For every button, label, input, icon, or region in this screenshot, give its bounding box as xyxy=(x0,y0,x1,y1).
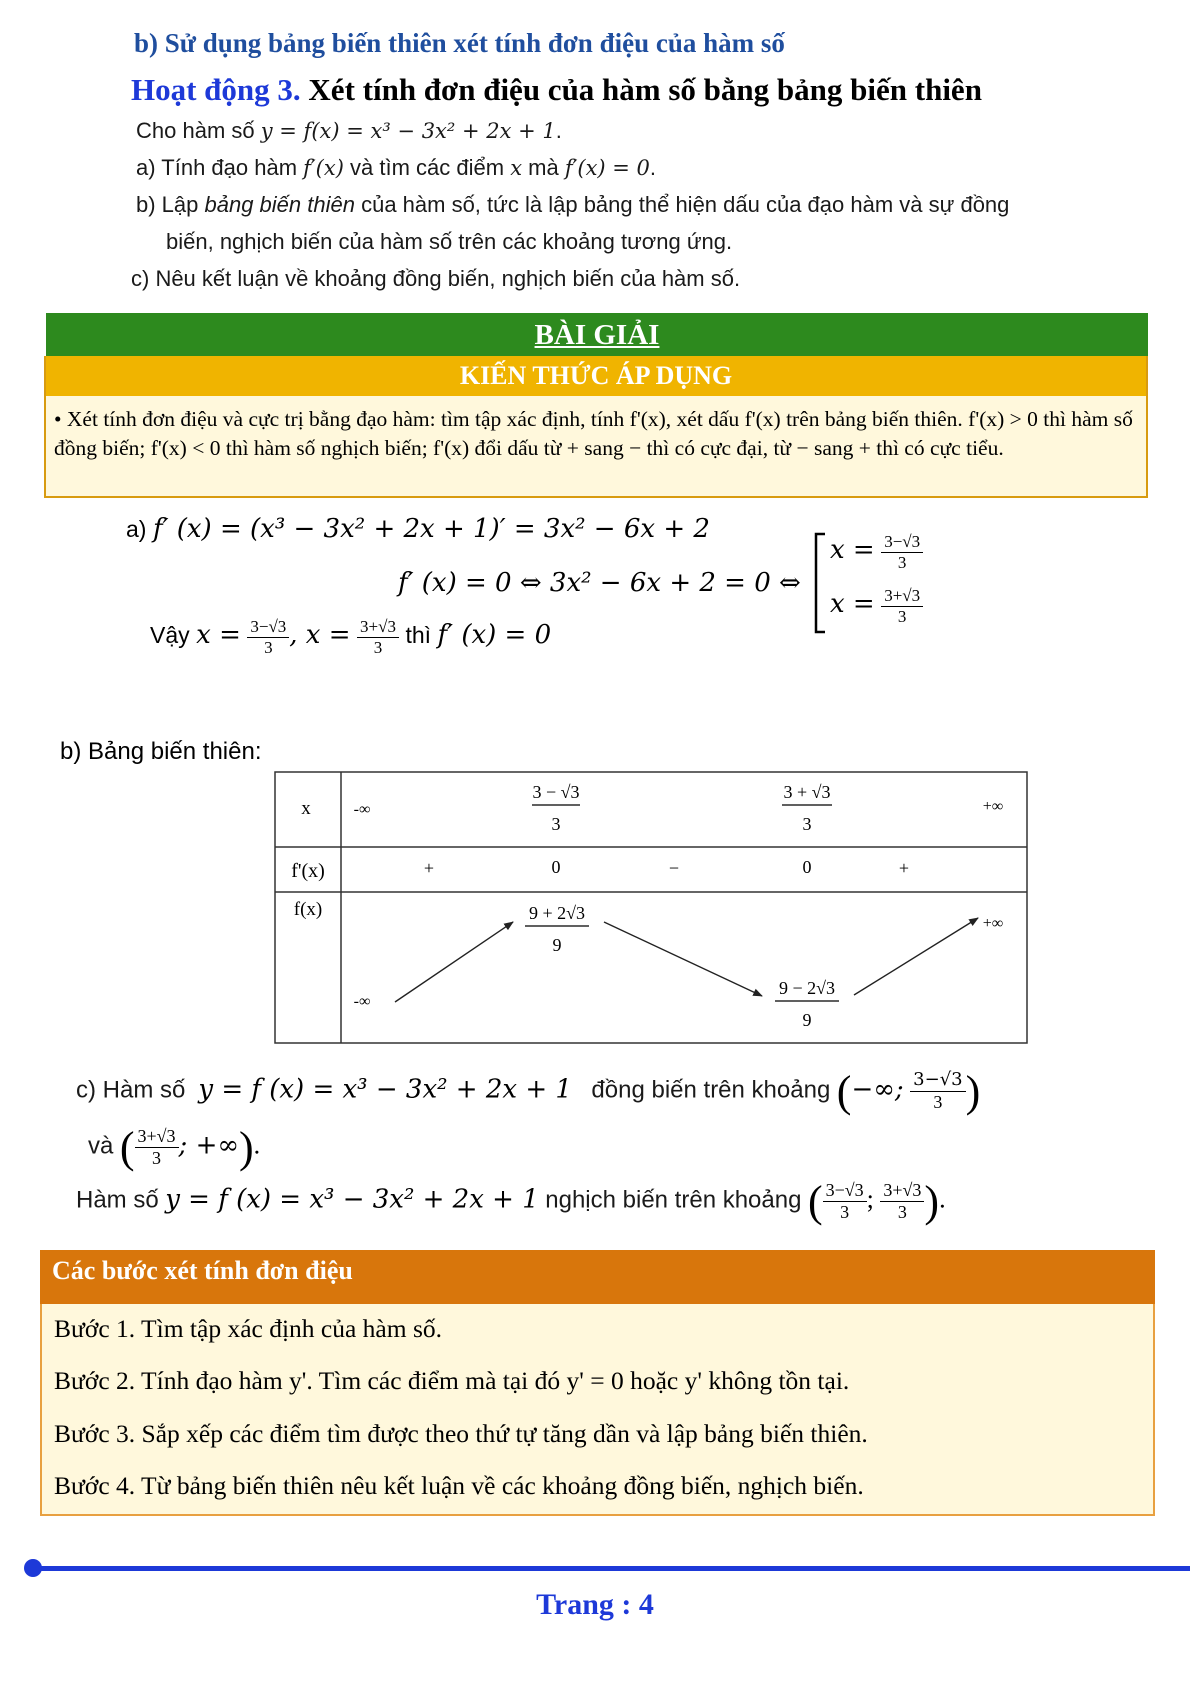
step-1: Bước 1. Tìm tập xác định của hàm số. xyxy=(54,1314,443,1343)
x1-denominator: 3 xyxy=(551,814,561,834)
activity-label: Hoạt động 3. xyxy=(131,72,301,107)
task-intro-text: Cho hàm số xyxy=(136,118,261,143)
part-a-conclusion xyxy=(150,617,551,657)
activity-heading xyxy=(131,72,982,108)
task-a xyxy=(136,155,656,181)
root-1-numerator: 3−√3 xyxy=(884,532,921,551)
part-a-line1 xyxy=(126,514,710,544)
root-2-fraction xyxy=(881,586,923,626)
task-a-formula-2: x xyxy=(510,156,523,180)
interval-2-right: ; +∞ xyxy=(178,1130,240,1161)
task-b-line2: biến, nghịch biến của hàm số trên các khoảng tương ứng. xyxy=(166,229,733,254)
interval-3-numerator-1: 3−√3 xyxy=(825,1180,864,1201)
interval-2-fraction xyxy=(135,1126,179,1168)
step-3: Bước 3. Sắp xếp các điểm tìm được theo thứ tự tăng dần và lập bảng biến thiên. xyxy=(54,1419,868,1448)
footer-line xyxy=(26,1566,1190,1571)
conclusion-tail: f′ (x) = 0 xyxy=(437,620,552,651)
root-1-fraction xyxy=(881,532,923,572)
decrease-arrow xyxy=(604,922,762,996)
interval-1-numerator: 3−√3 xyxy=(913,1069,963,1091)
fprime-sign-3: + xyxy=(898,858,910,878)
task-intro-end: . xyxy=(555,118,562,143)
knowledge-text: • Xét tính đơn điệu và cực trị bằng đạo hàm: tìm tập xác định, tính f'(x), xét dấu f'(x) trên bảng biến thiên. f'(x) > 0 thì hàm số đồng biến; f'(x) < 0 thì hàm số nghịch biến; f'(x) đổi dấu từ + sang − thì có cực đại, từ − sang + thì có cực tiểu. xyxy=(54,407,1133,460)
step-4: Bước 4. Từ bảng biến thiên nêu kết luận về các khoảng đồng biến, nghịch biến. xyxy=(54,1471,864,1500)
x2-denominator: 3 xyxy=(802,814,812,834)
step-2: Bước 2. Tính đạo hàm y'. Tìm các điểm mà tại đó y' = 0 hoặc y' không tồn tại. xyxy=(54,1366,850,1395)
system-bracket xyxy=(812,532,828,634)
interval-3-denominator-2: 3 xyxy=(880,1201,924,1223)
part-c-decreasing-text: nghịch biến trên khoảng xyxy=(545,1186,802,1214)
interval-1-left: −∞; xyxy=(851,1074,904,1105)
knowledge-box xyxy=(44,396,1148,498)
conclusion-fraction-2-den: 3 xyxy=(357,637,399,658)
interval-3-fraction-2 xyxy=(880,1180,924,1222)
x-pos-inf: +∞ xyxy=(982,798,1004,815)
root-1 xyxy=(830,532,923,572)
conclusion-x-1: x = xyxy=(196,620,241,651)
knowledge-header: KIẾN THỨC ÁP DỤNG xyxy=(44,356,1148,396)
part-c-increasing-text: đồng biến trên khoảng xyxy=(591,1076,831,1104)
row-f-label: f(x) xyxy=(293,899,323,920)
task-b-text: b) Lập xyxy=(136,192,205,217)
part-c-line3: Hàm số y = f (x) = x³ − 3x² + 2x + 1 nghịch biến trên khoảng ( $\frac{3-√3}{3}$ ; $\frac{3+√3}{3}$ ). xyxy=(76,1177,946,1226)
interval-1-fraction xyxy=(910,1070,965,1112)
task-c: c) Nêu kết luận về khoảng đồng biến, nghịch biến của hàm số. xyxy=(131,266,741,291)
part-a-label: a) xyxy=(126,516,147,542)
task-b-text-2: của hàm số, tức là lập bảng thể hiện dấu của đạo hàm và sự đồng xyxy=(354,192,1010,217)
root-2-var: x = xyxy=(830,589,875,620)
task-a-formula-1: f′(x) xyxy=(303,156,344,180)
solution-banner xyxy=(46,313,1148,357)
task-b xyxy=(136,192,1009,218)
vay-label: Vậy xyxy=(150,622,190,649)
variation-table-label: b) Bảng biến thiên: xyxy=(60,738,262,765)
root-2 xyxy=(830,586,923,626)
task-a-end: . xyxy=(649,155,657,180)
task-intro-formula: y = f(x) = x³ − 3x² + 2x + 1 xyxy=(260,119,556,143)
part-c-line1: c) Hàm số y = f (x) = x³ − 3x² + 2x + 1 đồng biến trên khoảng (−∞; $\frac{3-√3}{3}$ ) xyxy=(76,1067,981,1116)
steps-header: Các bước xét tính đơn điệu xyxy=(40,1250,1155,1304)
section-heading: b) Sử dụng bảng biến thiên xét tính đơn điệu của hàm số xyxy=(134,28,785,58)
interval-3-denominator-1: 3 xyxy=(823,1201,867,1223)
steps-box xyxy=(40,1304,1155,1516)
page-number: Trang : 4 xyxy=(536,1588,654,1621)
row-fprime-label: f'(x) xyxy=(291,860,325,882)
interval-1-denominator: 3 xyxy=(910,1091,965,1113)
interval-2-denominator: 3 xyxy=(135,1147,179,1169)
conclusion-fraction-2 xyxy=(357,617,399,657)
part-c-function-2: y = f (x) = x³ − 3x² + 2x + 1 xyxy=(165,1184,539,1215)
interval-3-fraction-1 xyxy=(823,1180,867,1222)
conclusion-fraction-2-num: 3+√3 xyxy=(360,617,396,636)
row-x-label: x xyxy=(301,798,311,819)
part-c-intro-2: Hàm số xyxy=(76,1186,159,1214)
conclusion-fraction-1-den: 3 xyxy=(247,637,289,658)
table-border xyxy=(275,772,1027,1043)
max-numerator: 9 + 2√3 xyxy=(528,903,586,923)
increase-arrow-2 xyxy=(854,918,978,995)
thi-label: thì xyxy=(405,622,432,649)
x-neg-inf: -∞ xyxy=(353,801,371,818)
min-numerator: 9 − 2√3 xyxy=(778,978,836,998)
x2-numerator: 3 + √3 xyxy=(783,782,831,802)
f-neg-inf: -∞ xyxy=(353,993,371,1010)
part-a-derivative: f′ (x) = (x³ − 3x² + 2x + 1)′ = 3x² − 6x + 2 xyxy=(152,514,710,544)
part-a-line2 xyxy=(398,568,801,598)
conclusion-fraction-1 xyxy=(247,617,289,657)
part-c-intro: c) Hàm số xyxy=(76,1076,186,1104)
activity-title: Xét tính đơn điệu của hàm số bằng bảng biến thiên xyxy=(300,72,982,107)
part-a-equation: f′ (x) = 0 ⇔ 3x² − 6x + 2 = 0 ⇔ xyxy=(398,568,801,598)
root-2-numerator: 3+√3 xyxy=(884,586,921,605)
task-a-text-2: và tìm các điểm xyxy=(343,155,511,180)
fprime-zero-1: 0 xyxy=(551,857,561,877)
f-pos-inf: +∞ xyxy=(982,915,1004,932)
part-c-function: y = f (x) = x³ − 3x² + 2x + 1 xyxy=(198,1074,572,1105)
task-a-formula-3: f′(x) = 0 xyxy=(564,156,650,180)
part-c-line2: và ( $\frac{3+√3}{3}$ ; +∞). xyxy=(88,1123,261,1172)
fprime-zero-2: 0 xyxy=(802,857,812,877)
solution-banner-text: BÀI GIẢI xyxy=(534,319,660,351)
interval-2-numerator: 3+√3 xyxy=(137,1126,176,1147)
task-a-text: a) Tính đạo hàm xyxy=(136,155,304,180)
task-intro xyxy=(136,118,562,144)
task-b-italic: bảng biến thiên xyxy=(204,192,355,217)
interval-3-numerator-2: 3+√3 xyxy=(883,1180,922,1201)
conclusion-fraction-1-num: 3−√3 xyxy=(250,617,287,636)
footer-dot xyxy=(24,1559,42,1577)
task-a-text-3: mà xyxy=(522,155,565,180)
fprime-sign-1: + xyxy=(423,858,435,878)
fprime-sign-2: − xyxy=(668,858,680,878)
increase-arrow-1 xyxy=(395,922,513,1002)
root-1-denominator: 3 xyxy=(881,552,923,573)
root-1-var: x = xyxy=(830,535,875,566)
max-denominator: 9 xyxy=(552,935,562,955)
root-2-denominator: 3 xyxy=(881,606,923,627)
conclusion-x-2: , x = xyxy=(289,620,351,651)
x1-numerator: 3 − √3 xyxy=(532,782,580,802)
variation-table xyxy=(274,771,1028,1044)
va-label: và xyxy=(88,1132,114,1160)
min-denominator: 9 xyxy=(802,1010,812,1030)
